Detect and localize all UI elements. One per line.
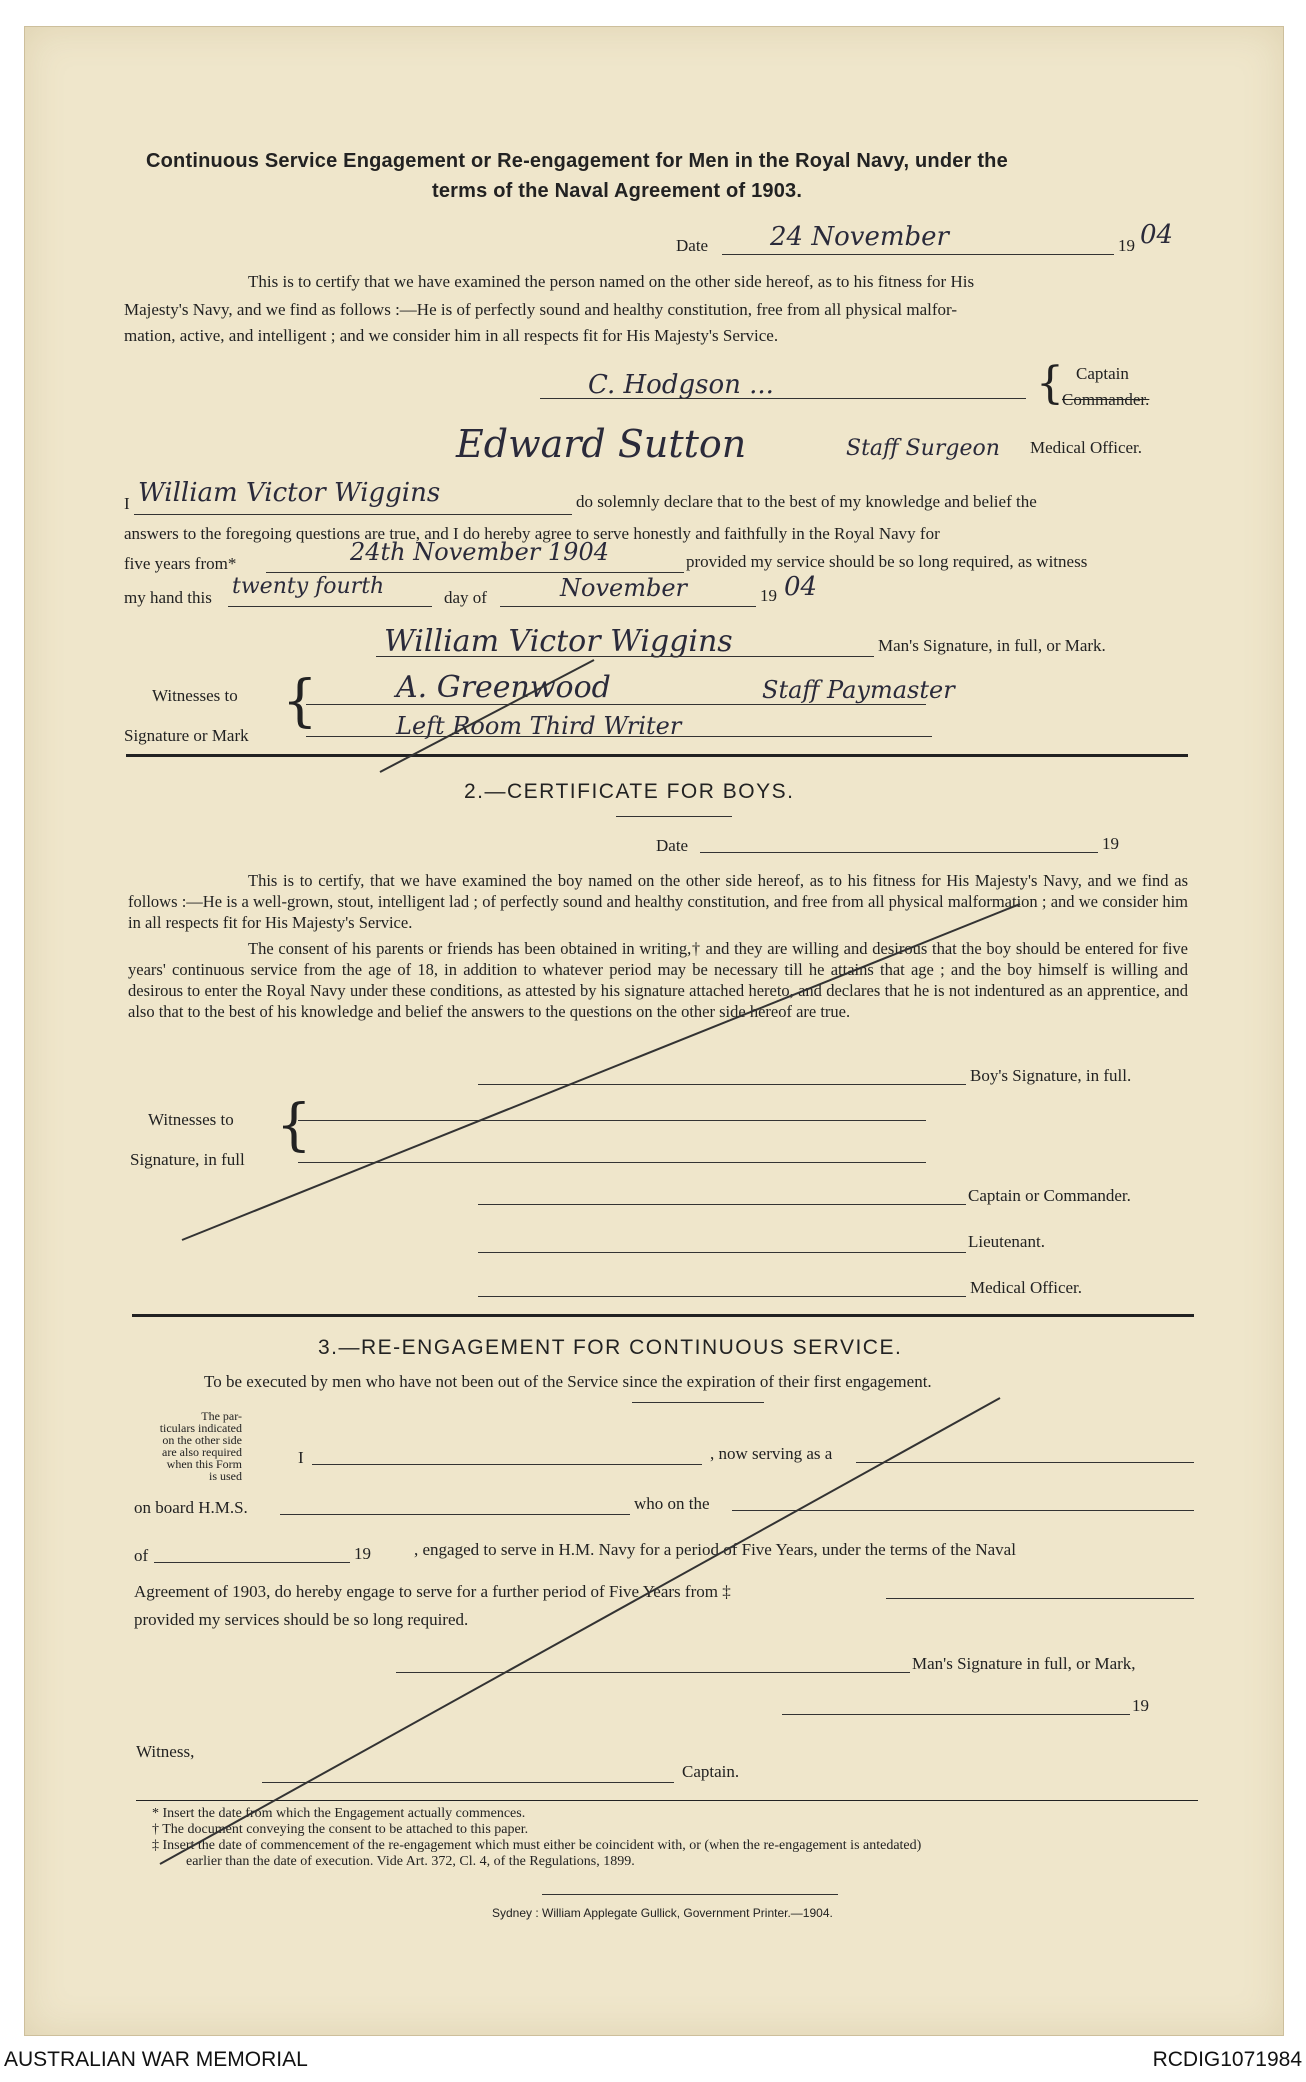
boys-consent-paragraph: The consent of his parents or friends has been obtained in writing,† and they are willing and desirous that the boy should be entered for five years' continuous service from the age of 18, in addition to whatever period may be necessary till he attains that age ; and the boy himself is willing and desirous to enter the Royal Navy under these conditions, as attested by his signature attached hereto, and declares that he is not indentured as an apprentice, and also that to the best of his knowledge and belief the answers to the questions on the other side hereof are true. xyxy=(128,939,1188,1021)
reengage-i: I xyxy=(298,1448,304,1467)
section3-intro: To be executed by men who have not been out of the Service since the expiration of their first engagement. xyxy=(204,1372,932,1391)
footnote-2: † The document conveying the consent to be attached to this paper. xyxy=(152,1822,529,1837)
declare-day-of: day of xyxy=(444,588,487,607)
provided-text: provided my services should be so long required. xyxy=(134,1610,469,1629)
footnote-3b: earlier than the date of execution. Vide Art. 372, Cl. 4, of the Regulations, 1899. xyxy=(186,1854,635,1869)
certify-text-1: This is to certify that we have examined the person named on the other side hereof, as to his fitness for His xyxy=(248,272,975,291)
date-label: Date xyxy=(676,236,709,255)
date-year-prefix: 19 xyxy=(1118,236,1135,255)
form-title-line1: Continuous Service Engagement or Re-engagement for Men in the Royal Navy, under the xyxy=(146,150,1008,172)
boys-witnesses-label: Witnesses to xyxy=(148,1110,234,1129)
declare-text-1: do solemnly declare that to the best of my knowledge and belief the xyxy=(576,492,1037,511)
witness-label: Witness, xyxy=(136,1742,195,1761)
declare-i: I xyxy=(124,494,130,513)
boys-medical-label: Medical Officer. xyxy=(970,1278,1083,1297)
now-serving-as: , now serving as a xyxy=(710,1444,833,1463)
margin-note-line: is used xyxy=(209,1469,242,1483)
footer-record-id: RCDIG1071984 xyxy=(1152,2048,1302,2071)
medical-officer-signature: Edward Sutton xyxy=(456,422,747,466)
signature-or-mark-label: Signature or Mark xyxy=(124,726,249,745)
boys-captain-label: Captain or Commander. xyxy=(968,1186,1131,1205)
witness-1-signature: A. Greenwood xyxy=(396,670,611,705)
margin-note-line: are also required xyxy=(162,1445,242,1459)
margin-note-line: when this Form xyxy=(166,1457,242,1471)
declarant-name: William Victor Wiggins xyxy=(138,478,441,508)
footnote-3: ‡ Insert the date of commencement of the re-engagement which must either be coincident with, or (when the re-engagement is antedated) xyxy=(152,1838,922,1853)
date-handwritten: 24 November xyxy=(770,222,949,252)
declare-text-2: answers to the foregoing questions are true, and I do hereby agree to serve honestly and faithfully in the Royal Navy for xyxy=(124,524,940,543)
captain-signature: C. Hodgson ... xyxy=(588,370,774,400)
man-signature-label: Man's Signature, in full, or Mark. xyxy=(878,636,1106,655)
commander-label: Commander. xyxy=(1062,390,1150,409)
captain-label: Captain xyxy=(1076,364,1129,383)
declare-five-years: five years from* xyxy=(124,554,237,573)
medical-officer-label: Medical Officer. xyxy=(1030,438,1143,457)
who-on-the: who on the xyxy=(634,1494,710,1513)
declare-day: twenty fourth xyxy=(232,574,385,599)
witnesses-label: Witnesses to xyxy=(152,686,238,705)
section2-heading: 2.—CERTIFICATE FOR BOYS. xyxy=(464,780,795,803)
declare-provided: provided my service should be so long required, as witness xyxy=(686,552,1088,571)
reengage-date-year: 19 xyxy=(1132,1696,1149,1715)
cancel-stroke-section1 xyxy=(380,660,594,772)
witness-brace: { xyxy=(282,669,318,734)
section3-heading: 3.—RE-ENGAGEMENT FOR CONTINUOUS SERVICE. xyxy=(318,1336,903,1359)
section2-date-label: Date xyxy=(656,836,689,855)
date-year-handwritten: 04 xyxy=(1140,220,1174,250)
declare-month: November xyxy=(560,574,688,602)
declare-year: 04 xyxy=(784,572,818,602)
margin-note-line: The par- xyxy=(201,1409,242,1423)
boys-signature-full-label: Signature, in full xyxy=(130,1150,245,1169)
reengage-captain-label: Captain. xyxy=(682,1762,740,1781)
boys-certify-paragraph: This is to certify, that we have examined the boy named on the other side hereof, as to his fitness for His Majesty's Navy, and we find as follows :—He is a well-grown, stout, intelligent lad ; of perfectly sound and healthy constitution, and free from all physical malformation ; and we consider him in all respects fit for His Majesty's Service. xyxy=(128,871,1188,932)
boy-signature-label: Boy's Signature, in full. xyxy=(970,1066,1132,1085)
cancel-stroke-section3 xyxy=(160,1398,1000,1864)
footer-source: AUSTRALIAN WAR MEMORIAL xyxy=(4,2048,308,2071)
of-label: of xyxy=(134,1546,149,1565)
certify-text-3: mation, active, and intelligent ; and we consider him in all respects fit for His Majesty's Service. xyxy=(124,326,779,345)
declare-year-prefix: 19 xyxy=(760,586,777,605)
on-board-hms: on board H.M.S. xyxy=(134,1498,248,1517)
witness-2-signature: Left Room Third Writer xyxy=(396,712,682,740)
captain-brace: { xyxy=(1036,358,1064,409)
witness-1-title: Staff Paymaster xyxy=(762,676,955,704)
printer-imprint: Sydney : William Applegate Gullick, Government Printer.—1904. xyxy=(492,1906,833,1920)
declare-hand: my hand this xyxy=(124,588,212,607)
boys-lieutenant-label: Lieutenant. xyxy=(968,1232,1045,1251)
cancel-stroke-section2 xyxy=(182,904,1020,1240)
certify-text-2: Majesty's Navy, and we find as follows :—He is of perfectly sound and healthy constitution, free from all physical malfor- xyxy=(124,300,957,319)
margin-note-line: on the other side xyxy=(162,1433,242,1447)
reengage-man-signature-label: Man's Signature in full, or Mark, xyxy=(912,1654,1136,1673)
margin-note-line: ticulars indicated xyxy=(159,1421,242,1435)
medical-officer-title: Staff Surgeon xyxy=(846,436,1000,461)
man-signature: William Victor Wiggins xyxy=(384,624,733,659)
agreement-text: Agreement of 1903, do hereby engage to serve for a further period of Five Years from ‡ xyxy=(134,1582,731,1601)
section3-year-prefix: 19 xyxy=(354,1544,371,1563)
footnote-1: * Insert the date from which the Engagement actually commences. xyxy=(152,1806,526,1821)
service-start-date: 24th November 1904 xyxy=(350,538,609,566)
boys-witness-brace: { xyxy=(276,1093,312,1158)
engaged-text: , engaged to serve in H.M. Navy for a period of Five Years, under the terms of the Naval xyxy=(414,1540,1016,1559)
section2-year-prefix: 19 xyxy=(1102,834,1119,853)
form-title-line2: terms of the Naval Agreement of 1903. xyxy=(432,180,803,202)
